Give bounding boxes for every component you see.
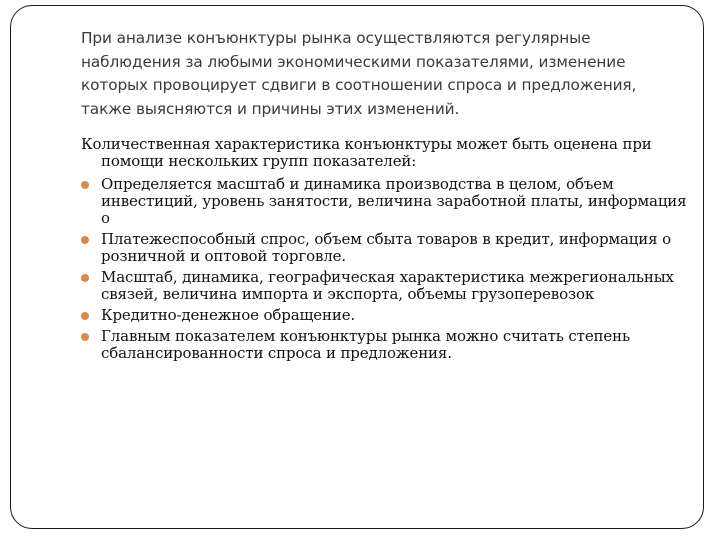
bullet-dot-icon <box>81 312 89 320</box>
list-item <box>81 231 691 265</box>
list-item <box>81 328 691 362</box>
slide-title: При анализе конъюнктуры рынка осуществляются регулярные наблюдения за любыми экономическими показателями, изменение которых провоцирует сдвиги в соотношении спроса и предложения, также выясняются и причины этих изменений. <box>81 29 637 118</box>
list-item-text: Кредитно-денежное обращение. <box>101 306 356 324</box>
list-item <box>81 269 691 303</box>
intro-paragraph: Количественная характеристика конъюнктуры может быть оценена при помощи нескольких групп показателей: <box>81 135 652 170</box>
list-item <box>81 176 691 227</box>
bullet-dot-icon <box>81 236 89 244</box>
bullet-list <box>81 176 691 362</box>
list-item-text: Платежеспособный спрос, объем сбыта товаров в кредит, информация о розничной и оптовой торговле. <box>101 230 671 265</box>
bullet-dot-icon <box>81 274 89 282</box>
list-item-text: Масштаб, динамика, географическая характеристика межрегиональных связей, величина импорта и экспорта, объемы грузоперевозок <box>101 268 674 303</box>
bullet-dot-icon <box>81 333 89 341</box>
slide-body <box>81 136 691 366</box>
list-item-text: Определяется масштаб и динамика производства в целом, объем инвестиций, уровень занятости, величина заработной платы, информация о <box>101 175 687 227</box>
list-item-text: Главным показателем конъюнктуры рынка можно считать степень сбалансированности спроса и предложения. <box>101 327 630 362</box>
bullet-dot-icon <box>81 181 89 189</box>
list-item <box>81 307 691 324</box>
